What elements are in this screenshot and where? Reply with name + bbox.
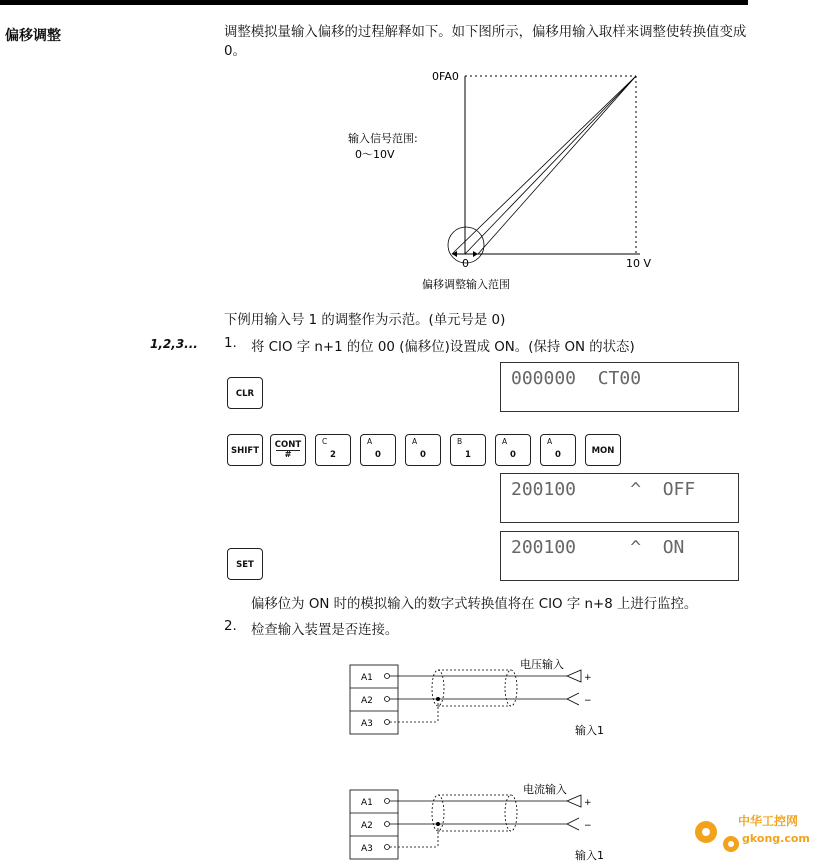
digit-key-sup: B: [457, 437, 463, 446]
minus-label: −: [584, 696, 592, 706]
digit-key-1[interactable]: [450, 434, 486, 466]
step1-text: 将 CIO 字 n+1 的位 00 (偏移位)设置成 ON。(保持 ON 的状态): [251, 340, 635, 355]
digit-key-sup: A: [412, 437, 418, 446]
source-label-voltage: 电压输入: [520, 658, 564, 671]
digit-key-value: 0: [555, 450, 561, 460]
note-text: 偏移位为 ON 时的模拟输入的数字式转换值将在 CIO 字 n+8 上进行监控。: [251, 597, 698, 612]
input-label: 输入1: [575, 849, 604, 862]
watermark-logo: [688, 808, 818, 863]
lcd-display-2: 200100 ^ OFF: [500, 473, 739, 523]
digit-key-0[interactable]: [360, 434, 396, 466]
graph-y-label: 0FA0: [432, 70, 459, 83]
digit-key-sup: A: [502, 437, 508, 446]
digit-key-value: 2: [330, 450, 336, 460]
digit-key-value: 0: [420, 450, 426, 460]
offset-graph: [340, 64, 670, 296]
set-key-label: SET: [236, 560, 254, 570]
clr-key[interactable]: [227, 377, 263, 409]
step-sequence-label: 1,2,3...: [150, 337, 198, 351]
example-text: 下例用输入号 1 的调整作为示范。(单元号是 0): [224, 313, 506, 328]
step2-number: 2.: [224, 619, 237, 634]
watermark-url: gkong.com: [742, 832, 810, 845]
graph-range-label-2: 0～10V: [355, 148, 395, 161]
digit-key-0[interactable]: [405, 434, 441, 466]
minus-label: −: [584, 821, 592, 831]
digit-key-0[interactable]: [495, 434, 531, 466]
source-label-current: 电流输入: [523, 783, 567, 796]
digit-key-value: 1: [465, 450, 471, 460]
clr-key-label: CLR: [235, 389, 255, 399]
graph-x-max: 10 V: [626, 257, 652, 270]
graph-range-label-1: 输入信号范围:: [348, 132, 418, 145]
digit-key-2[interactable]: [315, 434, 351, 466]
mon-key[interactable]: [585, 434, 621, 466]
plus-label: +: [584, 673, 592, 683]
graph-caption: 偏移调整输入范围: [422, 278, 510, 291]
section-heading: 偏移调整: [5, 28, 61, 44]
lcd-display-3: 200100 ^ ON: [500, 531, 739, 581]
digit-key-sup: A: [547, 437, 553, 446]
shift-key[interactable]: [227, 434, 263, 466]
graph-x-zero: 0: [462, 257, 469, 270]
intro-paragraph: 调整模拟量输入偏移的过程解释如下。如下图所示，偏移用输入取样来调整使转换值变成 0。: [224, 25, 747, 59]
gear-icon: [695, 821, 739, 852]
shift-key-label: SHIFT: [230, 446, 259, 456]
input-label: 输入1: [575, 724, 604, 737]
wiring-diagram-current: [345, 780, 625, 865]
plus-label: +: [584, 798, 592, 808]
watermark-cn: 中华工控网: [738, 814, 799, 828]
step1-number: 1.: [224, 336, 237, 351]
set-key[interactable]: [227, 548, 263, 580]
mon-key-label: MON: [591, 446, 615, 456]
terminal-a1: A1: [361, 673, 373, 683]
wiring-diagram-voltage: [345, 655, 625, 740]
top-rule: [0, 0, 748, 5]
cont-key[interactable]: [270, 434, 306, 466]
digit-key-0[interactable]: [540, 434, 576, 466]
lcd-display-1: 000000 CT00: [500, 362, 739, 412]
step2-text: 检查输入装置是否连接。: [251, 623, 399, 638]
digit-key-sup: A: [367, 437, 373, 446]
digit-key-value: 0: [375, 450, 381, 460]
cont-key-bottom-label: #: [284, 450, 292, 460]
digit-key-sup: C: [322, 437, 328, 446]
terminal-a2: A2: [361, 696, 373, 706]
terminal-a2: A2: [361, 821, 373, 831]
cont-key-top-label: CONT: [274, 440, 302, 450]
terminal-a1: A1: [361, 798, 373, 808]
digit-key-value: 0: [510, 450, 516, 460]
terminal-a3: A3: [361, 844, 373, 854]
terminal-a3: A3: [361, 719, 373, 729]
